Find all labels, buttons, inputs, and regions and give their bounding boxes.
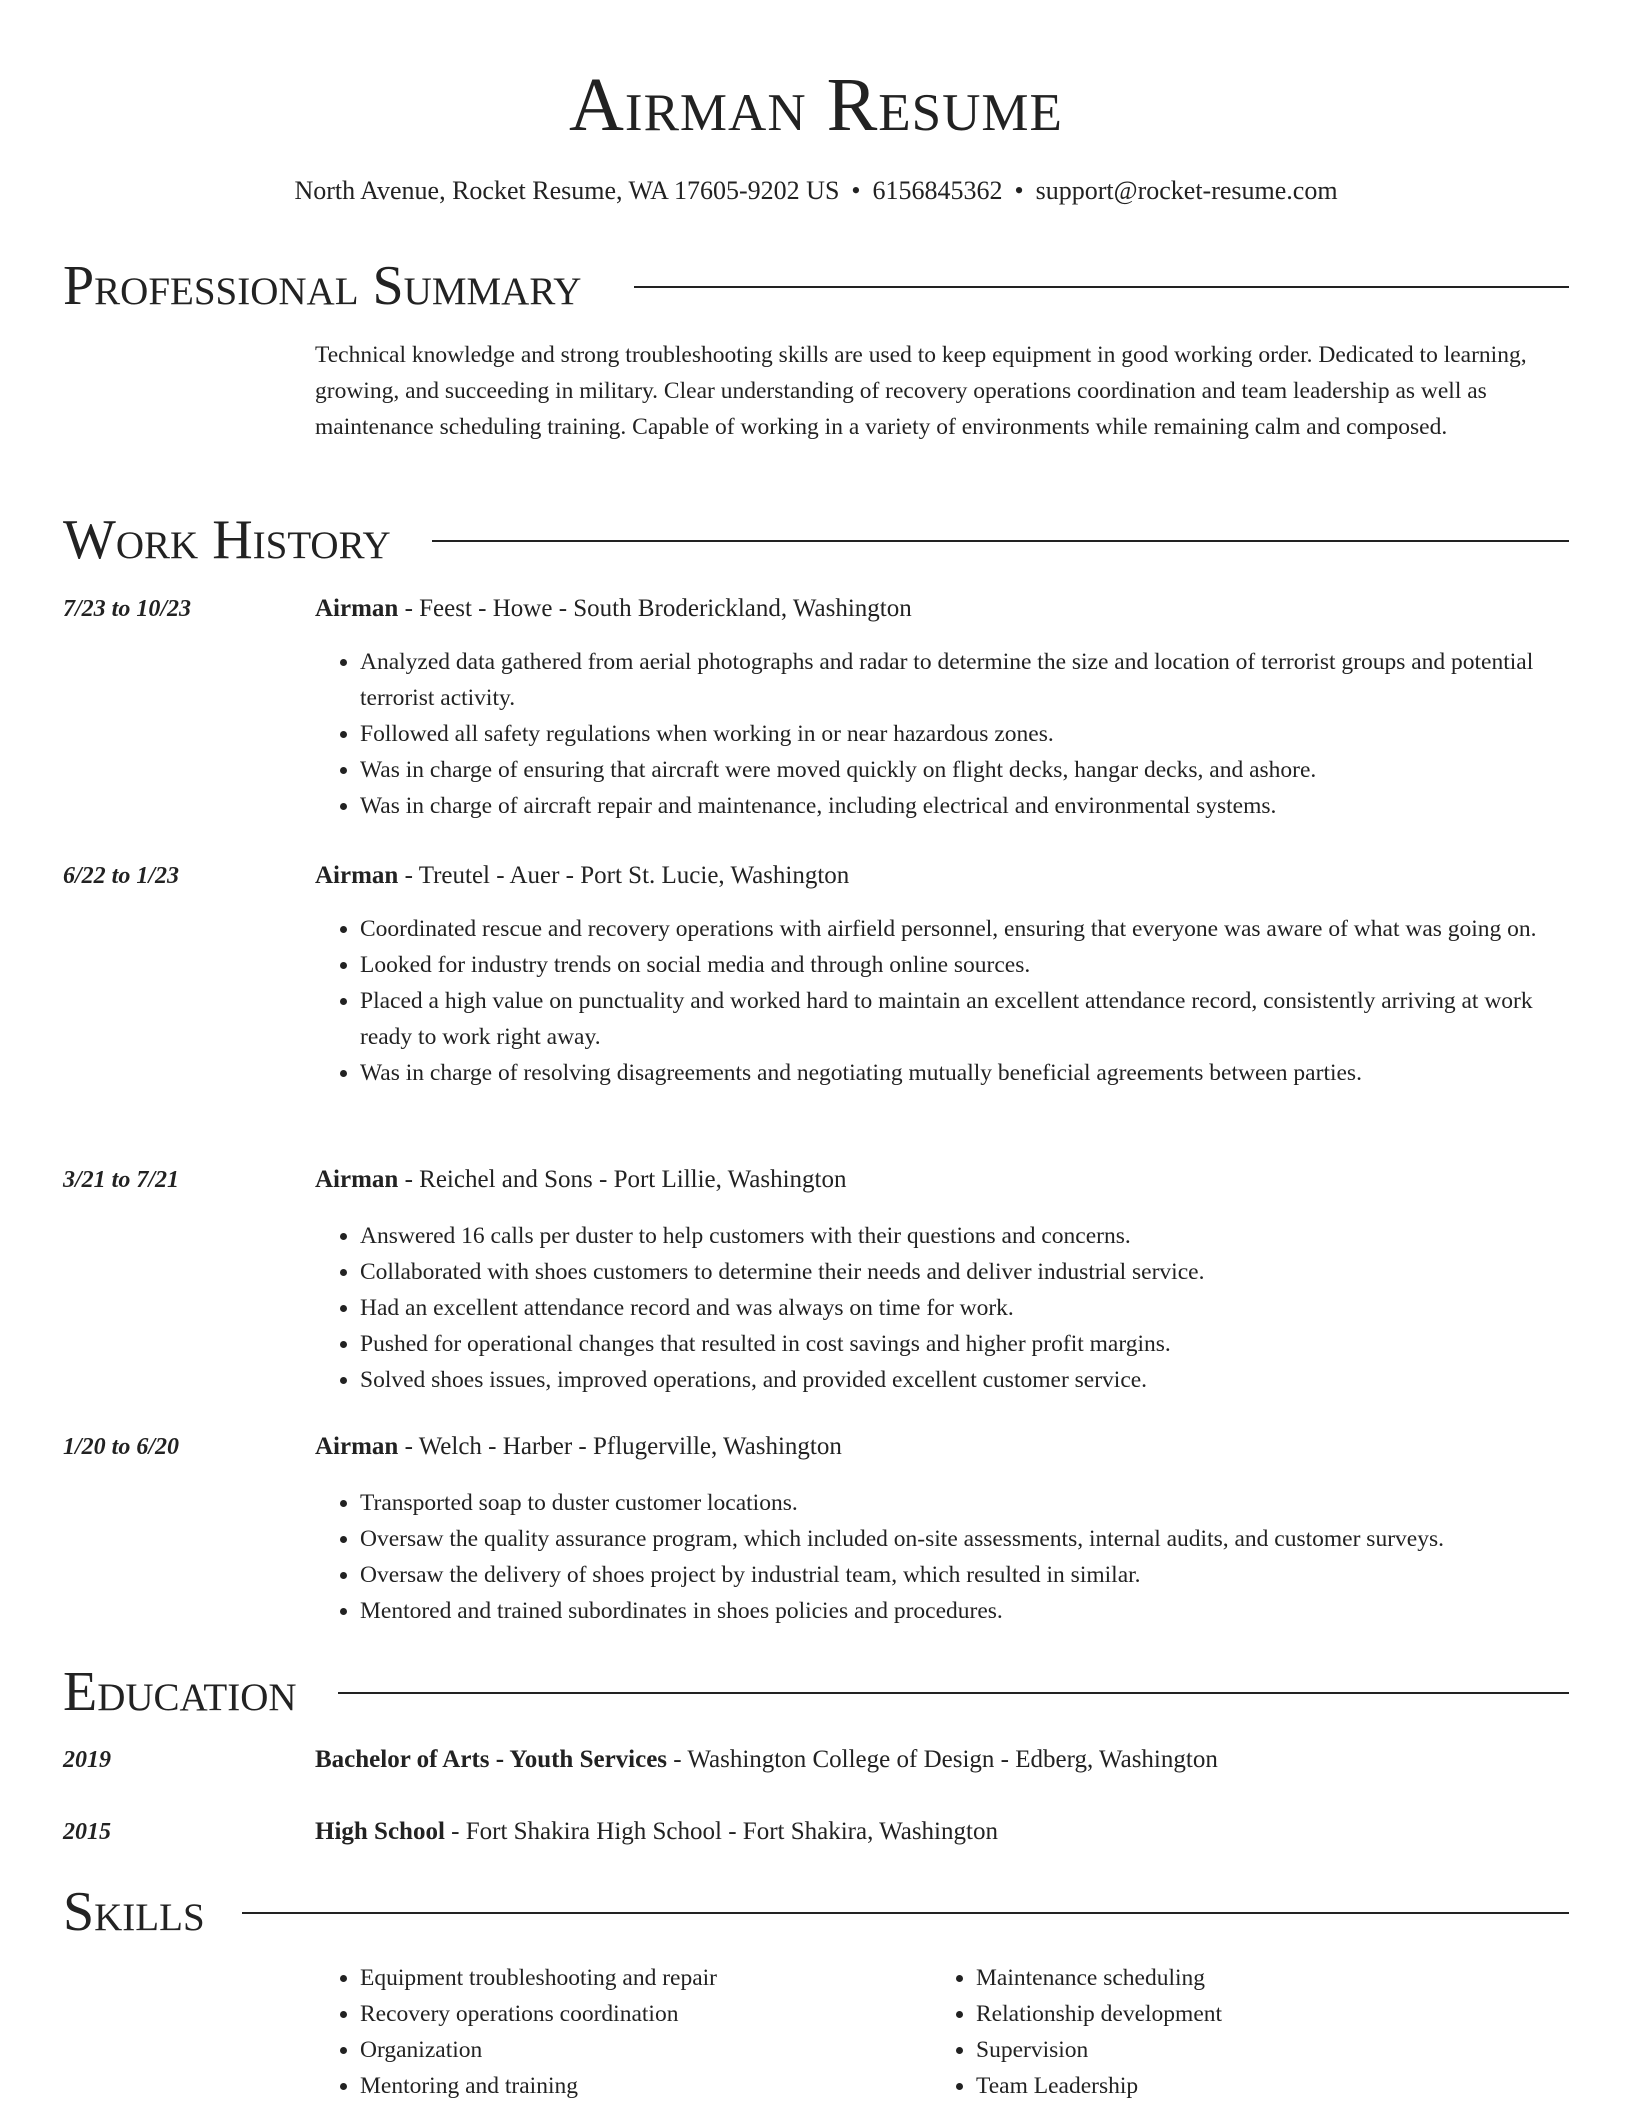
skill-item: • Team Leadership bbox=[976, 2068, 1576, 2104]
job-details: - Welch - Harber - Pflugerville, Washington bbox=[398, 1433, 842, 1460]
contact-email[interactable]: support@rocket-resume.com bbox=[1035, 176, 1338, 205]
job-bullet: • Collaborated with shoes customers to determine their needs and deliver industrial service. bbox=[360, 1254, 1569, 1290]
job-bullet: • Placed a high value on punctuality and worked hard to maintain an excellent attendance record, consistently arriving at work ready to work right away. bbox=[360, 983, 1569, 1055]
job-bullet: • Answered 16 calls per duster to help customers with their questions and concerns. bbox=[360, 1218, 1569, 1254]
work-history-heading: Work History bbox=[63, 509, 391, 571]
job-bullets bbox=[315, 1218, 1569, 1398]
job-bullet: • Was in charge of ensuring that aircraft were moved quickly on flight decks, hangar decks, and ashore. bbox=[360, 752, 1569, 788]
job-title: Airman bbox=[315, 595, 399, 622]
job-bullet: • Had an excellent attendance record and was always on time for work. bbox=[360, 1290, 1569, 1326]
skill-item: • Recovery operations coordination bbox=[360, 1996, 930, 2032]
job-heading bbox=[315, 1430, 842, 1464]
job-bullet: • Solved shoes issues, improved operations, and provided excellent customer service. bbox=[360, 1362, 1569, 1398]
skill-item: • Relationship development bbox=[976, 1996, 1576, 2032]
contact-separator: • bbox=[851, 176, 861, 205]
contact-phone: 6156845362 bbox=[872, 176, 1003, 205]
summary-heading: Professional Summary bbox=[63, 255, 582, 317]
job-title: Airman bbox=[315, 1166, 399, 1193]
job-details: - Treutel - Auer - Port St. Lucie, Washington bbox=[398, 862, 850, 889]
education-details: - Washington College of Design - Edberg, Washington bbox=[667, 1746, 1218, 1773]
job-title: Airman bbox=[315, 862, 399, 889]
education-degree: High School bbox=[315, 1818, 445, 1845]
job-bullet: • Was in charge of aircraft repair and maintenance, including electrical and environmental systems. bbox=[360, 788, 1569, 824]
job-bullet: • Coordinated rescue and recovery operations with airfield personnel, ensuring that everyone was aware of what was going on. bbox=[360, 911, 1569, 947]
skill-item: • Equipment troubleshooting and repair bbox=[360, 1960, 930, 1996]
contact-address: North Avenue, Rocket Resume, WA 17605-9202 US bbox=[294, 176, 840, 205]
education-year: 2015 bbox=[63, 1819, 111, 1845]
skill-item: • Maintenance scheduling bbox=[976, 1960, 1576, 1996]
skill-item: • Supervision bbox=[976, 2032, 1576, 2068]
job-dates: 1/20 to 6/20 bbox=[63, 1434, 180, 1460]
job-bullet: • Oversaw the quality assurance program, which included on-site assessments, internal audits, and customer surveys. bbox=[360, 1521, 1569, 1557]
job-bullets bbox=[315, 1485, 1569, 1629]
work-history-divider bbox=[432, 540, 1569, 542]
job-bullet: • Transported soap to duster customer locations. bbox=[360, 1485, 1569, 1521]
education-divider bbox=[338, 1692, 1569, 1694]
skill-item: • Mentoring and training bbox=[360, 2068, 930, 2104]
education-degree: Bachelor of Arts - Youth Services bbox=[315, 1746, 668, 1773]
education-line bbox=[315, 1743, 1218, 1777]
skills-divider bbox=[242, 1912, 1569, 1914]
job-title: Airman bbox=[315, 1433, 399, 1460]
job-bullet: • Looked for industry trends on social media and through online sources. bbox=[360, 947, 1569, 983]
skills-heading: Skills bbox=[63, 1881, 205, 1943]
job-details: - Reichel and Sons - Port Lillie, Washington bbox=[398, 1166, 847, 1193]
job-bullet: • Was in charge of resolving disagreements and negotiating mutually beneficial agreements between parties. bbox=[360, 1055, 1569, 1091]
contact-separator: • bbox=[1014, 176, 1024, 205]
contact-line bbox=[0, 174, 1632, 208]
job-heading bbox=[315, 859, 849, 893]
skill-item: • Organization bbox=[360, 2032, 930, 2068]
job-dates: 7/23 to 10/23 bbox=[63, 596, 192, 622]
education-details: - Fort Shakira High School - Fort Shakira, Washington bbox=[444, 1818, 998, 1845]
summary-divider bbox=[634, 286, 1569, 288]
summary-text: Technical knowledge and strong troubleshooting skills are used to keep equipment in good working order. Dedicated to learning, growing, and succeeding in military. Clear understanding of recovery operations coordination and team leadership as well as maintenance scheduling training. Capable of working in a variety of environments while remaining calm and composed. bbox=[315, 342, 1527, 440]
education-heading: Education bbox=[63, 1661, 297, 1723]
job-dates: 6/22 to 1/23 bbox=[63, 863, 180, 889]
job-bullet: • Oversaw the delivery of shoes project by industrial team, which resulted in similar. bbox=[360, 1557, 1569, 1593]
job-bullet: • Mentored and trained subordinates in shoes policies and procedures. bbox=[360, 1593, 1569, 1629]
education-year: 2019 bbox=[63, 1747, 111, 1773]
job-heading bbox=[315, 592, 912, 626]
education-line bbox=[315, 1815, 998, 1849]
resume-name: Airman Resume bbox=[569, 63, 1063, 147]
job-bullets bbox=[315, 644, 1569, 824]
job-bullet: • Analyzed data gathered from aerial photographs and radar to determine the size and location of terrorist groups and potential terrorist activity. bbox=[360, 644, 1569, 716]
skills-list-left bbox=[315, 1960, 930, 2104]
job-heading bbox=[315, 1163, 847, 1197]
skills-list-right bbox=[931, 1960, 1576, 2104]
job-bullet: • Followed all safety regulations when working in or near hazardous zones. bbox=[360, 716, 1569, 752]
job-bullets bbox=[315, 911, 1569, 1091]
job-details: - Feest - Howe - South Broderickland, Washington bbox=[398, 595, 912, 622]
job-bullet: • Pushed for operational changes that resulted in cost savings and higher profit margins. bbox=[360, 1326, 1569, 1362]
job-dates: 3/21 to 7/21 bbox=[63, 1167, 180, 1193]
